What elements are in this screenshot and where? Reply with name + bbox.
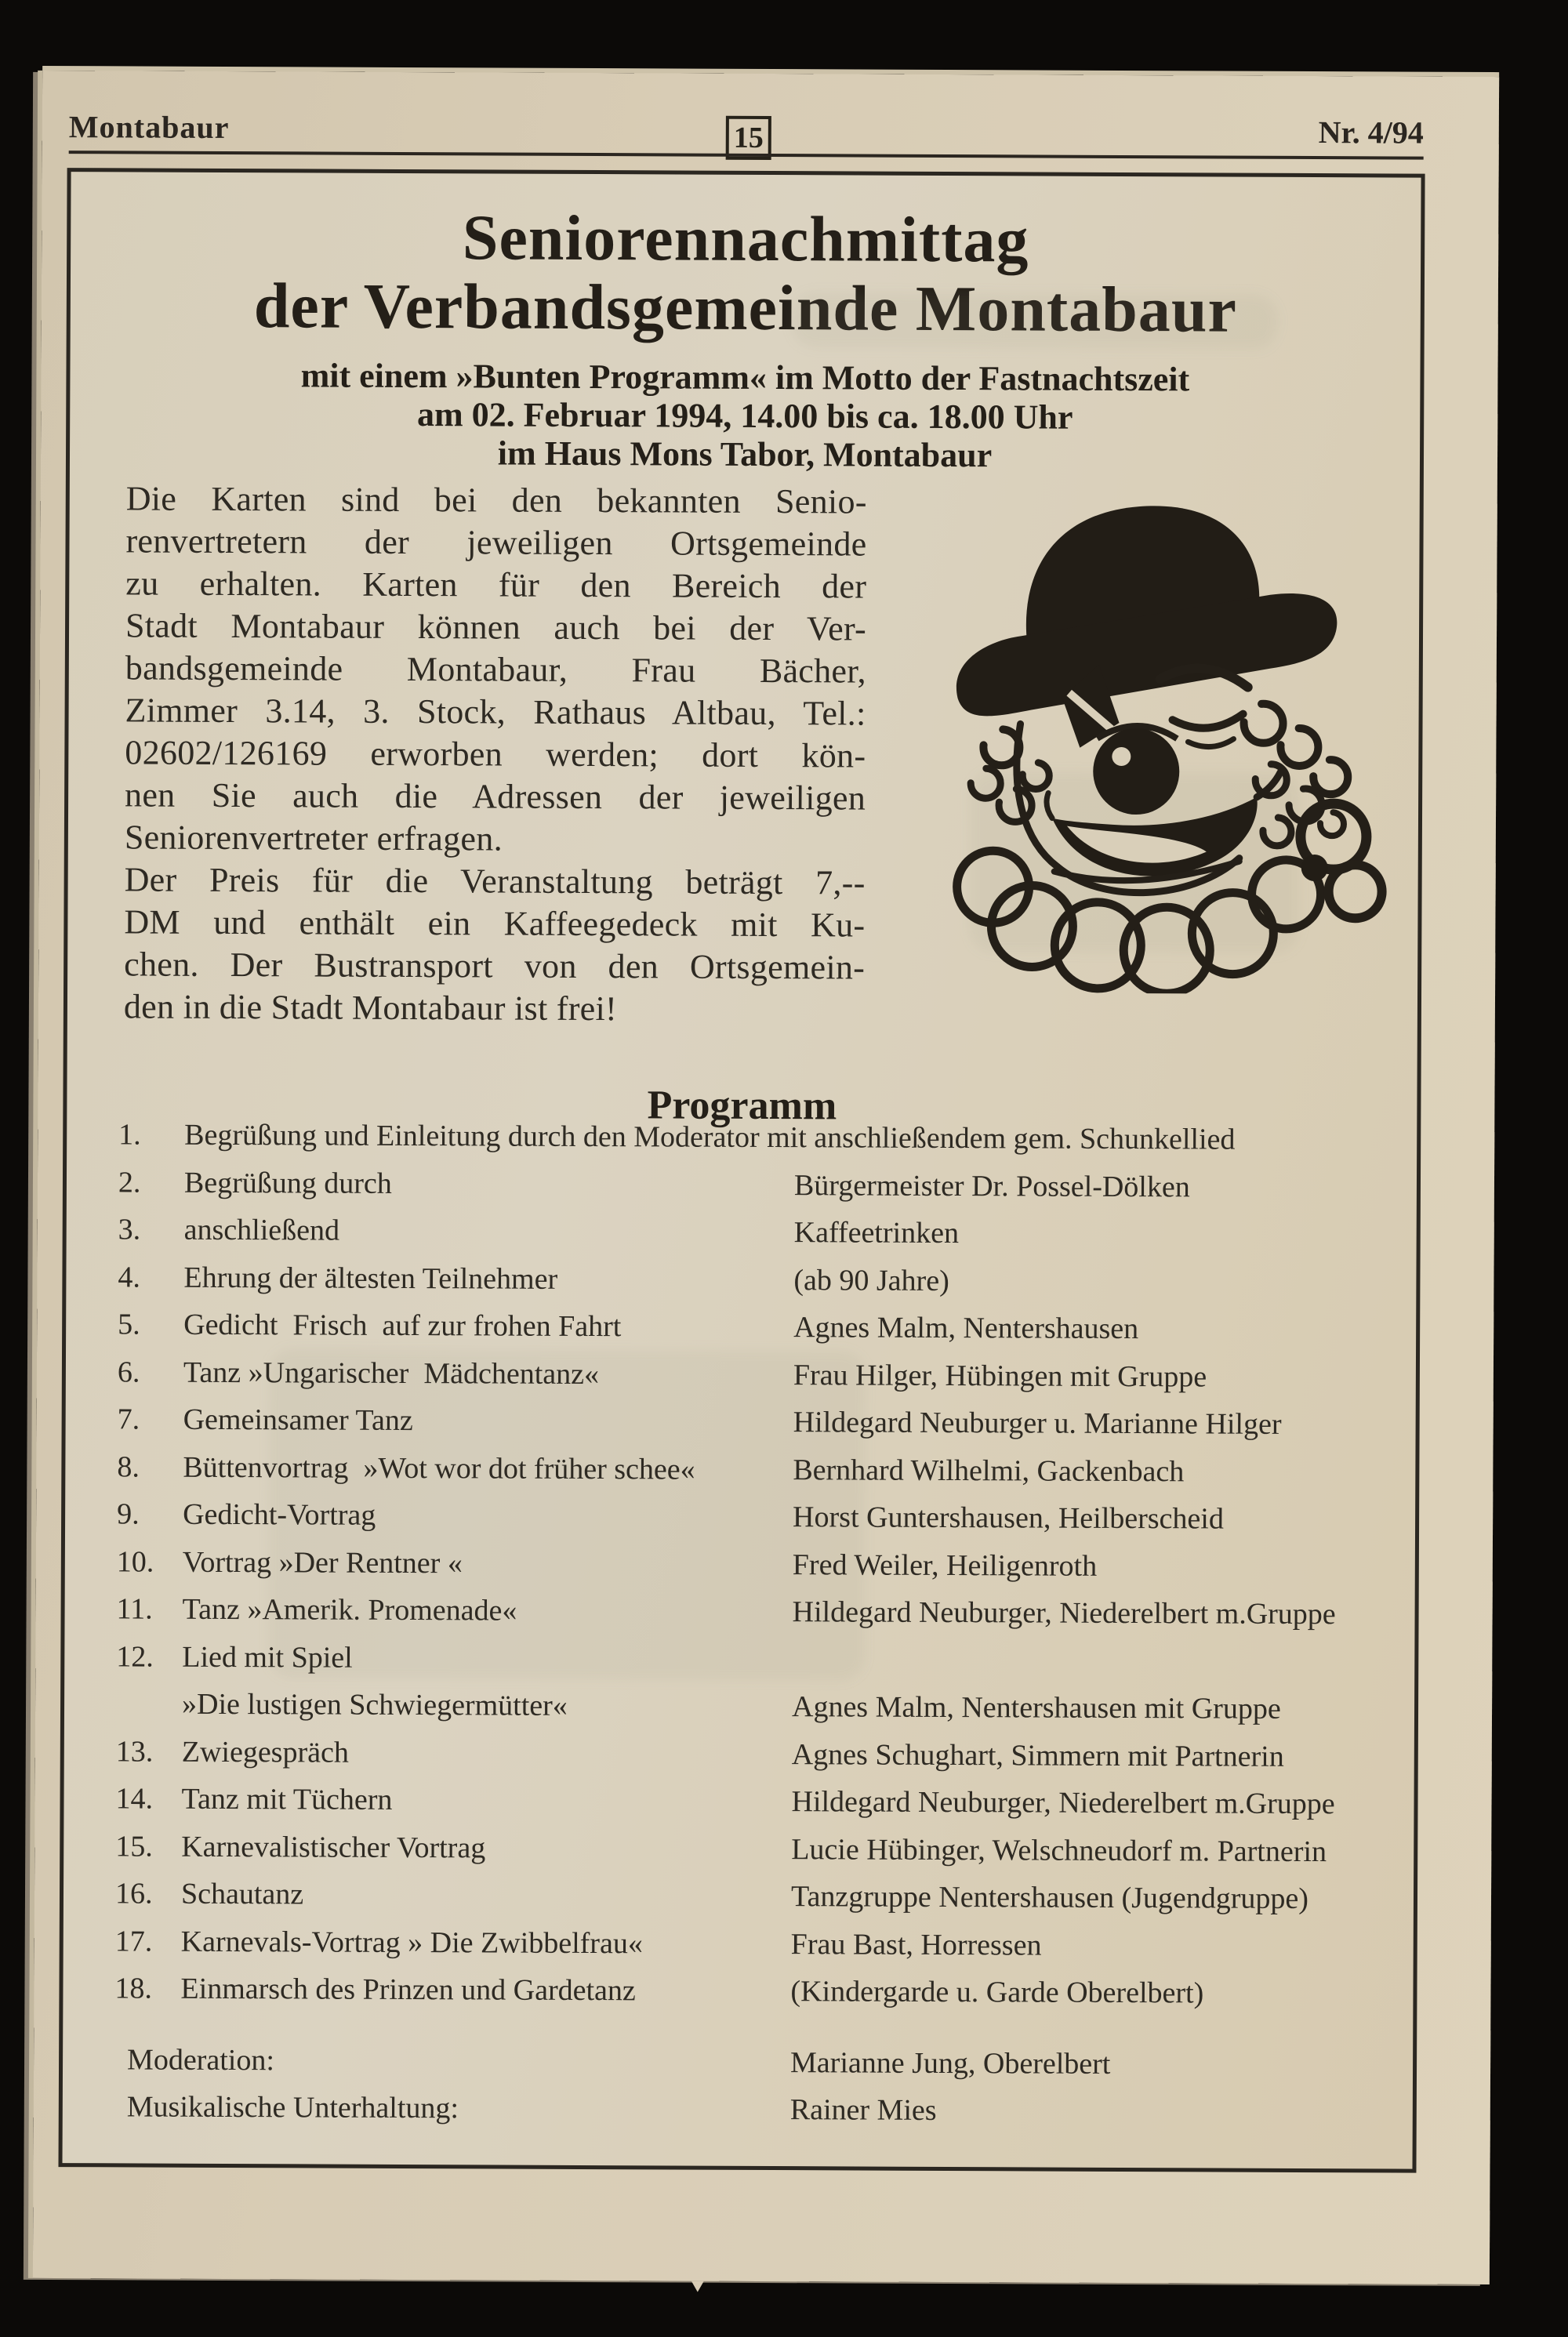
intro-paragraph-line: Die Karten sind bei den bekannten Senio-: [125, 479, 867, 521]
row-title: Tanz »Ungarischer Mädchentanz«: [183, 1355, 600, 1391]
intro-paragraph-1: [125, 477, 867, 862]
row-title: Gedicht Frisch auf zur frohen Fahrt: [183, 1308, 622, 1344]
row-number: 2.: [118, 1165, 141, 1199]
title-line-2: der Verbandsgemeinde Montabaur: [253, 270, 1238, 346]
row-title: Begrüßung und Einleitung durch den Moderator mit anschließendem gem. Schunkellied: [184, 1118, 1236, 1156]
row-number: 18.: [114, 1972, 153, 2005]
row-title: Lied mit Spiel: [182, 1640, 353, 1675]
clown-illustration: [900, 459, 1404, 995]
credit-label: Moderation:: [126, 2043, 275, 2078]
row-performer: Bürgermeister Dr. Possel-Dölken: [793, 1168, 1190, 1203]
row-number: 7.: [117, 1403, 140, 1436]
row-title: Zwiegespräch: [181, 1735, 350, 1769]
row-performer: Frau Bast, Horressen: [790, 1927, 1042, 1962]
program-row: [66, 1260, 1416, 1313]
row-title: Ehrung der ältesten Teilnehmer: [183, 1261, 558, 1296]
row-performer: Fred Weiler, Heiligenroth: [792, 1548, 1098, 1583]
row-title: »Die lustigen Schwiegermütter«: [181, 1687, 568, 1722]
program-row: [64, 1686, 1414, 1740]
program-row: [64, 1734, 1414, 1787]
intro-paragraph-line: chen. Der Bustransport von den Ortsgemein-: [124, 945, 866, 987]
row-number: 14.: [115, 1782, 154, 1816]
subtitle-line: im Haus Mons Tabor, Montabaur: [497, 434, 993, 475]
program-row: [64, 1639, 1414, 1693]
row-number: 9.: [117, 1497, 140, 1531]
program-row: [64, 1591, 1414, 1645]
program-row: [67, 1212, 1417, 1265]
row-number: 5.: [118, 1308, 140, 1341]
row-number: 12.: [116, 1639, 154, 1674]
program-row: [64, 1924, 1414, 1977]
program-row: [63, 1971, 1413, 2024]
row-title: anschließend: [183, 1213, 340, 1247]
program-heading: Programm: [647, 1083, 837, 1129]
row-performer: (Kindergarde u. Garde Oberelbert): [790, 1975, 1204, 2010]
intro-paragraph-2: [124, 858, 866, 1031]
masthead-issue: Nr. 4/94: [1318, 114, 1424, 151]
row-number: 15.: [115, 1829, 153, 1863]
intro-paragraph-line: Seniorenvertreter erfragen.: [124, 818, 503, 858]
program-row: [65, 1497, 1415, 1550]
row-performer: Frau Hilger, Hübingen mit Gruppe: [793, 1358, 1207, 1393]
title-line-1: Seniorennachmittag: [462, 201, 1029, 276]
row-title: Einmarsch des Prinzen und Gardetanz: [180, 1972, 636, 2008]
intro-paragraph-line: renvertretern der jeweiligen Ortsgemeinde: [125, 521, 867, 564]
row-number: 17.: [114, 1924, 153, 1958]
row-number: 4.: [118, 1260, 141, 1294]
article-box: [58, 168, 1425, 2173]
row-number: 1.: [118, 1118, 141, 1152]
row-title: Karnevalistischer Vortrag: [181, 1830, 486, 1864]
row-number: 16.: [114, 1877, 153, 1911]
row-performer: Tanzgruppe Nentershausen (Jugendgruppe): [790, 1880, 1309, 1916]
page-number: 15: [733, 121, 764, 154]
row-title: Karnevals-Vortrag » Die Zwibbelfrau«: [180, 1925, 643, 1960]
credit-row: [63, 2042, 1413, 2096]
program-row: [65, 1450, 1415, 1503]
row-title: Schautanz: [180, 1877, 304, 1911]
program-row: [67, 1165, 1417, 1218]
credit-row: [63, 2089, 1413, 2143]
newsletter-page: [33, 71, 1499, 2284]
show-through-smudge: [792, 292, 1278, 350]
row-number: 3.: [118, 1213, 141, 1247]
intro-paragraph-line: zu erhalten. Karten für den Bereich der: [125, 564, 867, 606]
row-performer: Bernhard Wilhelmi, Gackenbach: [793, 1453, 1185, 1488]
dust-speckles: [0, 0, 2, 2]
program-row: [65, 1544, 1415, 1598]
intro-text: [124, 477, 867, 1031]
program-row: [64, 1781, 1414, 1834]
intro-paragraph-line: nen Sie auch die Adressen der jeweiligen: [125, 775, 866, 818]
intro-paragraph-line: DM und enthält ein Kaffeegedeck mit Ku-: [124, 902, 866, 945]
subtitle-line: mit einem »Bunten Programm« im Motto der Fastnachtszeit: [300, 356, 1190, 399]
intro-paragraph-line: den in die Stadt Montabaur ist frei!: [123, 987, 618, 1029]
row-performer: Agnes Schughart, Simmern mit Partnerin: [791, 1737, 1284, 1773]
subtitle-line: am 02. Februar 1994, 14.00 bis ca. 18.00 Uhr: [416, 395, 1073, 437]
program-row: [66, 1355, 1416, 1408]
row-number: 11.: [116, 1592, 153, 1626]
row-performer: Lucie Hübinger, Welschneudorf m. Partnerin: [791, 1832, 1327, 1868]
row-title: Tanz »Amerik. Promenade«: [182, 1592, 517, 1628]
row-performer: Horst Guntershausen, Heilberscheid: [793, 1501, 1224, 1536]
row-number: 6.: [117, 1355, 140, 1389]
row-performer: Agnes Malm, Nentershausen mit Gruppe: [791, 1690, 1281, 1726]
row-performer: (ab 90 Jahre): [793, 1263, 949, 1297]
row-title: Gemeinsamer Tanz: [183, 1403, 413, 1438]
program-row: [67, 1117, 1417, 1170]
program-credits: [63, 2042, 1413, 2127]
intro-paragraph-line: 02602/126169 erworben werden; dort kön-: [125, 733, 866, 775]
program-row: [64, 1876, 1414, 1929]
row-title: Vortrag »Der Rentner «: [182, 1545, 463, 1580]
row-performer: Agnes Malm, Nentershausen: [793, 1311, 1139, 1346]
row-title: Tanz mit Tüchern: [181, 1782, 393, 1816]
row-number: 13.: [115, 1734, 154, 1769]
row-performer: Hildegard Neuburger u. Marianne Hilger: [793, 1406, 1282, 1441]
article-subtitle: [70, 355, 1421, 477]
masthead-town: Montabaur: [68, 109, 230, 145]
row-performer: Kaffeetrinken: [793, 1216, 960, 1250]
intro-paragraph-line: Stadt Montabaur können auch bei der Ver-: [125, 606, 867, 648]
program-row: [65, 1402, 1415, 1455]
credit-value: Rainer Mies: [789, 2093, 937, 2127]
program-row: [66, 1307, 1416, 1360]
intro-paragraph-line: Zimmer 3.14, 3. Stock, Rathaus Altbau, Tel.:: [125, 691, 866, 733]
row-performer: Hildegard Neuburger, Niederelbert m.Gruppe: [792, 1595, 1336, 1631]
row-title: Gedicht-Vortrag: [183, 1497, 376, 1532]
credit-label: Musikalische Unterhaltung:: [126, 2090, 459, 2125]
intro-paragraph-line: bandsgemeinde Montabaur, Frau Bächer,: [125, 648, 866, 691]
row-performer: Hildegard Neuburger, Niederelbert m.Gruppe: [791, 1785, 1335, 1821]
credit-value: Marianne Jung, Oberelbert: [789, 2046, 1111, 2081]
row-title: Büttenvortrag »Wot wor dot früher schee«: [183, 1450, 695, 1486]
row-title: Begrüßung durch: [183, 1166, 392, 1200]
program-row: [64, 1829, 1414, 1882]
row-number: 10.: [116, 1544, 154, 1579]
intro-paragraph-line: Der Preis für die Veranstaltung beträgt 7,--: [124, 860, 866, 902]
row-number: 8.: [117, 1450, 140, 1484]
